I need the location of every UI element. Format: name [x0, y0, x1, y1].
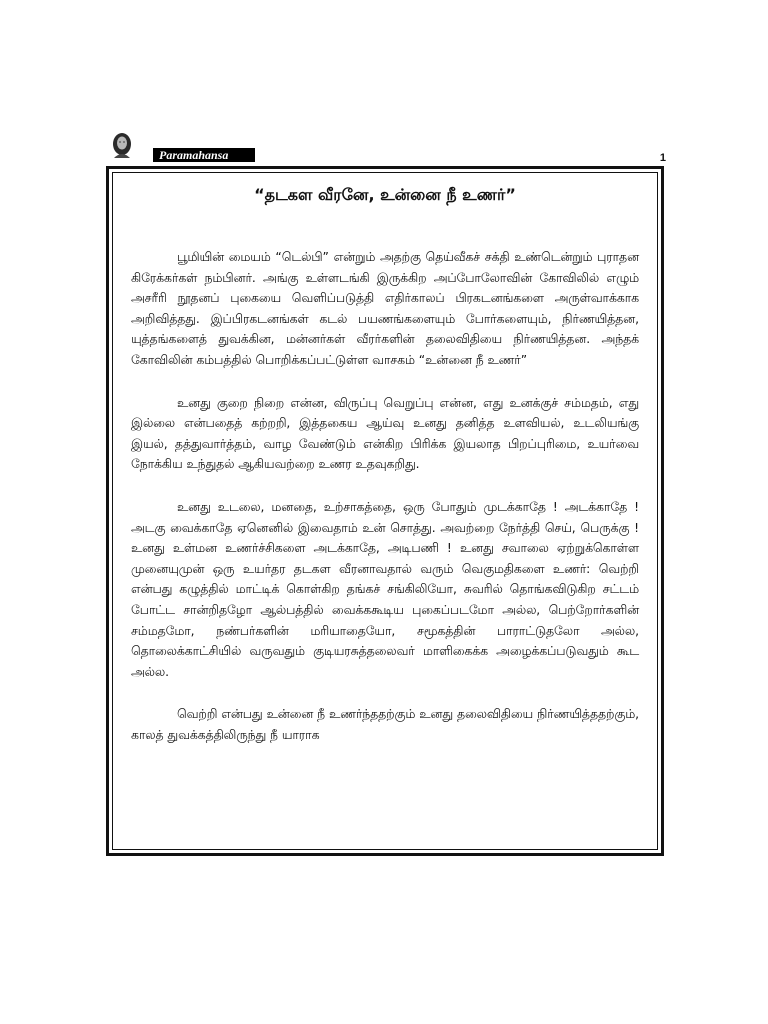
paragraph: வெற்றி என்பது உன்னை நீ உணர்ந்ததற்கும் உனது தலைவிதியை நிர்ணயித்ததற்கும், காலத் துவக்கத்திலிருந்து நீ யாராக: [131, 707, 639, 742]
paragraph: உனது உடலை, மனதை, உற்சாகத்தை, ஒரு போதும் முடக்காதே ! அடக்காதே ! அடகு வைக்காதே ஏனெனில் இவைதாம் உன் சொத்து. அவற்றை நேர்த்தி செய், பெருக்கு ! உனது உள்மன உணர்ச்சிகளை அடக்காதே, அடிபணி ! உனது சவாலை ஏற்றுக்கொள்ள முனையுமுன் ஒரு உயர்தர தடகள வீரனாவதால் வரும் வெகுமதிகளை உணர்: வெற்றி என்பது கழுத்தில் மாட்டிக் கொள்கிற தங்கச் சங்கிலியோ, சுவரில் தொங்கவிடுகிற சட்டம் போட்ட சான்றிதழோ ஆல்பத்தில் வைக்ககூடிய புகைப்படமோ அல்ல, பெற்றோர்களின் சம்மதமோ, நண்பர்களின் மரியாதையோ, சமூகத்தின் பாராட்டுதலோ அல்ல, தொலைக்காட்சியில் வருவதும் குடியரசுத்தலைவர் மாளிகைக்க அழைக்கப்படுவதும் கூட அல்ல.: [131, 499, 639, 679]
article-body: [131, 181, 639, 745]
author-portrait-icon: [112, 132, 132, 158]
book-title-tag: Paramahansa: [153, 148, 255, 162]
paragraph: பூமியின் மையம் “டெல்பி” என்றும் அதற்கு தெய்வீகச் சக்தி உண்டென்றும் புராதன கிரேக்கர்கள் நம்பினர். அங்கு உள்ளடங்கி இருக்கிற அப்போலோவின் கோவிலில் எழும் அசரீரி நூதனப் புகையை வெளிப்படுத்தி எதிர்காலப் பிரகடனங்களை அருள்வாக்காக அறிவித்தது. இப்பிரகடனங்கள் கடல் பயணங்களையும் போர்களையும், நிர்ணயித்தன, யுத்தங்களைத் துவக்கின, மன்னர்கள் வீரர்களின் தலைவிதியை நிர்ணயித்தன. அந்தக் கோவிலின் கம்பத்தில் பொறிக்கப்பட்டுள்ள வாசகம் “உன்னை நீ உணர்”: [131, 250, 639, 367]
page-header: [108, 128, 668, 164]
page-number: 1: [659, 152, 666, 164]
page-frame: [106, 166, 664, 856]
article-title: “தடகள வீரனே, உன்னை நீ உணர்”: [254, 185, 516, 204]
paragraph: உனது குறை நிறை என்ன, விருப்பு வெறுப்பு என்ன, எது உனக்குச் சம்மதம், எது இல்லை என்பதைத் கற்றறி, இத்தகைய ஆய்வு உனது தனித்த உளவியல், உடலியங்கு இயல், தத்துவார்த்தம், வாழ வேண்டும் என்கிற பிரிக்க இயலாத பிறப்புரிமை, உயர்வை நோக்கிய உந்துதல் ஆகியவற்றை உணர உதவுகறிது.: [131, 395, 639, 472]
